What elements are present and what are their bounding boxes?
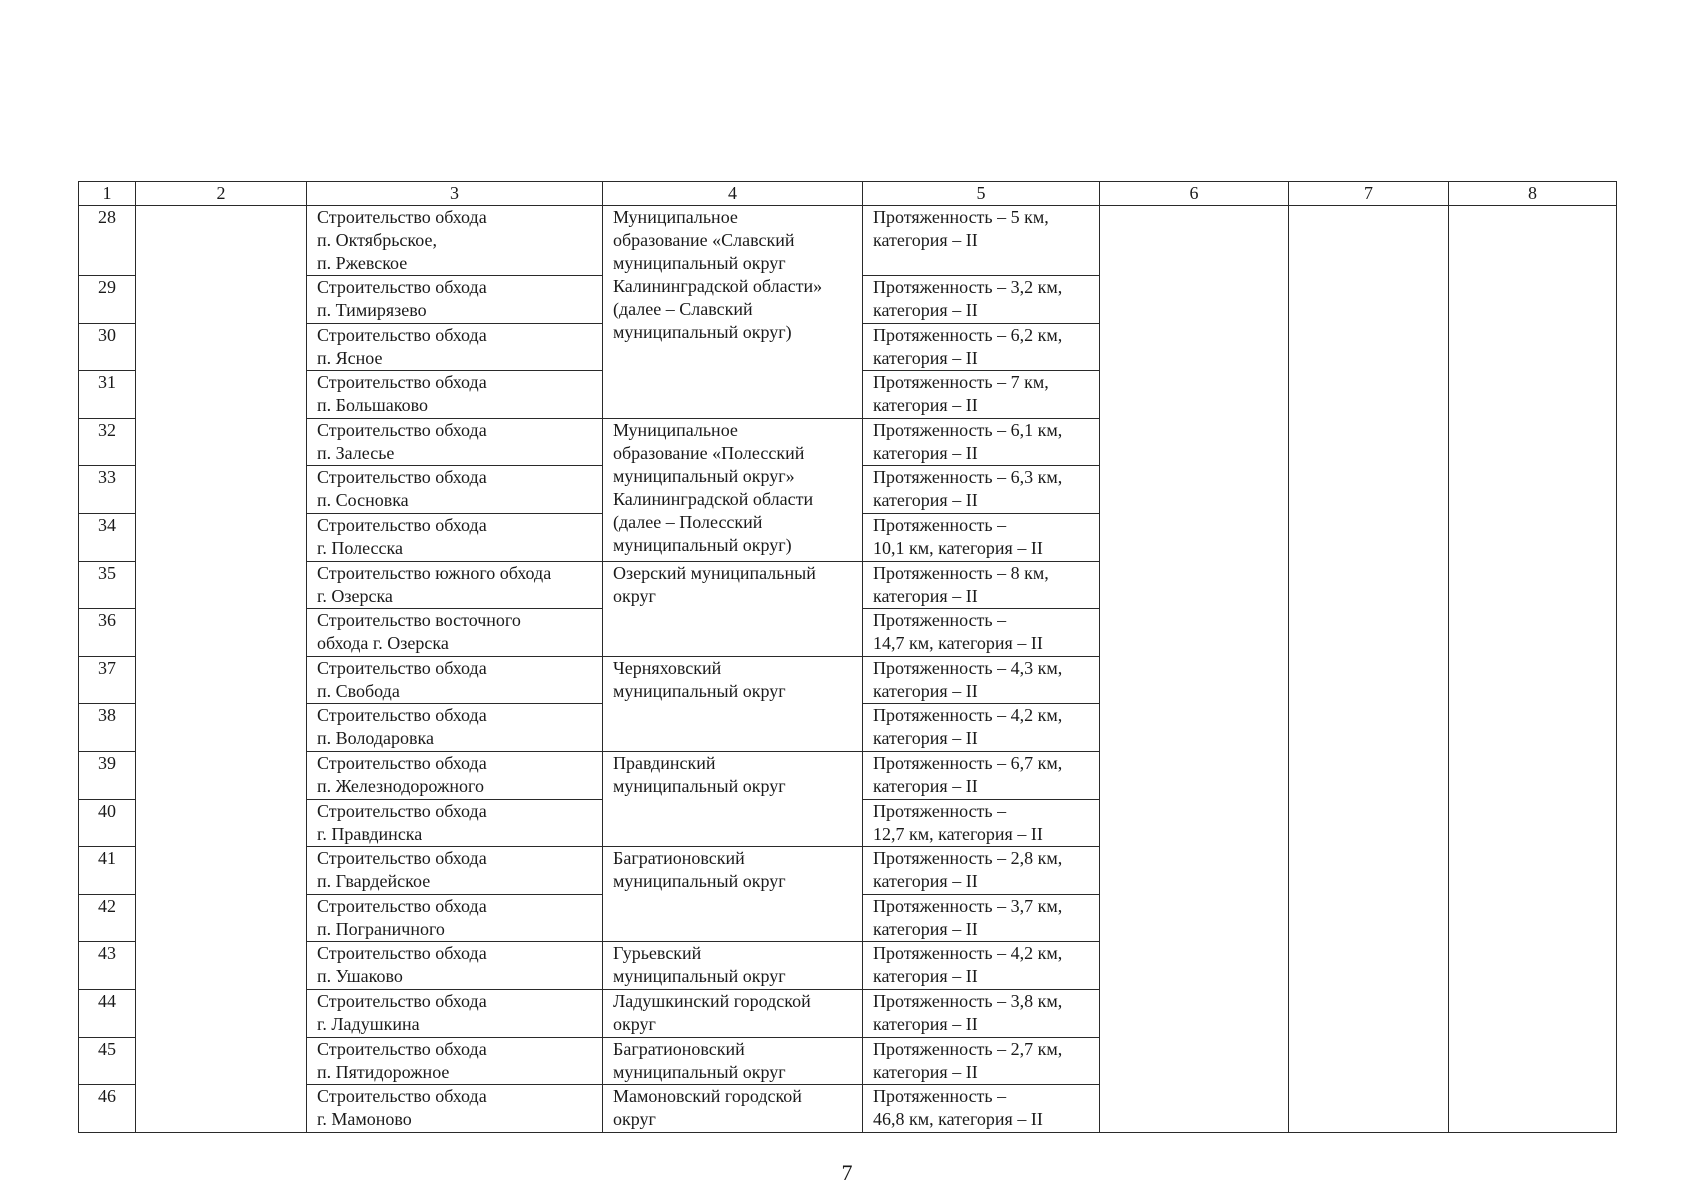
district-cell bbox=[603, 847, 863, 942]
cell-line: г. Мамоново bbox=[317, 1109, 412, 1130]
column-6-cell bbox=[1100, 206, 1289, 1133]
project-name-cell bbox=[307, 704, 603, 752]
col-header-7: 7 bbox=[1289, 182, 1449, 206]
project-name-cell bbox=[307, 1085, 603, 1133]
project-name-cell bbox=[307, 513, 603, 561]
cell-line: муниципальный округ bbox=[613, 680, 786, 701]
cell-line: Строительство обхода bbox=[317, 277, 487, 297]
cell-line: п. Тимирязево bbox=[317, 300, 427, 320]
cell-line: категория – II bbox=[873, 1013, 978, 1034]
cell-line: Озерский муниципальный bbox=[613, 562, 816, 583]
page-number: 7 bbox=[841, 1160, 853, 1185]
cell-line: п. Ушаково bbox=[317, 966, 403, 987]
cell-line: Строительство обхода bbox=[317, 800, 487, 821]
cell-line: категория – II bbox=[873, 918, 978, 939]
cell-line: муниципальный округ» bbox=[613, 465, 795, 486]
cell-line: 14,7 км, категория – II bbox=[873, 633, 1043, 654]
cell-line: Мамоновский городской bbox=[613, 1086, 802, 1107]
parameters-cell bbox=[863, 561, 1100, 609]
cell-line: округ bbox=[613, 585, 656, 606]
cell-line: Протяженность – 6,7 км, bbox=[873, 752, 1063, 773]
row-number-cell: 38 bbox=[79, 704, 136, 752]
project-name-cell bbox=[307, 847, 603, 895]
cell-line: Строительство обхода bbox=[317, 943, 487, 964]
project-name-cell bbox=[307, 371, 603, 419]
row-number-cell: 28 bbox=[79, 206, 136, 276]
project-name-cell bbox=[307, 942, 603, 990]
cell-line: Протяженность – bbox=[873, 610, 1007, 631]
cell-line: п. Ясное bbox=[317, 347, 383, 368]
project-name-cell bbox=[307, 561, 603, 609]
col-header-6: 6 bbox=[1100, 182, 1289, 206]
parameters-cell bbox=[863, 847, 1100, 895]
column-8-cell bbox=[1449, 206, 1617, 1133]
parameters-cell bbox=[863, 276, 1100, 324]
cell-line: Протяженность – 6,3 км, bbox=[873, 467, 1063, 488]
project-name-cell bbox=[307, 894, 603, 942]
cell-line: (далее – Полесский bbox=[613, 511, 763, 532]
cell-line: муниципальный округ) bbox=[613, 534, 792, 555]
district-cell bbox=[603, 656, 863, 751]
cell-line: Протяженность – 4,3 км, bbox=[873, 657, 1063, 678]
cell-line: Строительство южного обхода bbox=[317, 562, 552, 583]
cell-line: п. Залесье bbox=[317, 442, 395, 463]
cell-line: Протяженность – bbox=[873, 514, 1007, 535]
cell-line: Строительство обхода bbox=[317, 657, 487, 678]
cell-line: 10,1 км, категория – II bbox=[873, 537, 1043, 558]
cell-line: Протяженность – 4,2 км, bbox=[873, 705, 1063, 726]
cell-line: Строительство обхода bbox=[317, 848, 487, 869]
cell-line: п. Октябрьское, bbox=[317, 230, 437, 250]
district-cell bbox=[603, 206, 863, 419]
col-header-2: 2 bbox=[136, 182, 307, 206]
cell-line: категория – II bbox=[873, 442, 978, 463]
district-cell bbox=[603, 1037, 863, 1085]
column-2-cell bbox=[136, 206, 307, 1133]
column-7-cell bbox=[1289, 206, 1449, 1133]
cell-line: Строительство обхода bbox=[317, 324, 487, 345]
row-number-cell: 42 bbox=[79, 894, 136, 942]
cell-line: Протяженность – 3,2 км, bbox=[873, 277, 1063, 297]
cell-line: п. Сосновка bbox=[317, 490, 409, 511]
cell-line: Калининградской области bbox=[613, 488, 814, 509]
cell-line: категория – II bbox=[873, 1061, 978, 1082]
cell-line: категория – II bbox=[873, 728, 978, 749]
cell-line: п. Большаково bbox=[317, 395, 428, 416]
parameters-cell bbox=[863, 323, 1100, 371]
project-name-cell bbox=[307, 989, 603, 1037]
project-name-cell bbox=[307, 656, 603, 704]
district-cell bbox=[603, 989, 863, 1037]
cell-line: категория – II bbox=[873, 871, 978, 892]
cell-line: Гурьевский bbox=[613, 943, 702, 964]
parameters-cell bbox=[863, 894, 1100, 942]
cell-line: Строительство восточного bbox=[317, 610, 521, 631]
district-cell bbox=[603, 942, 863, 990]
row-number-cell: 33 bbox=[79, 466, 136, 514]
cell-line: категория – II bbox=[873, 585, 978, 606]
parameters-cell bbox=[863, 799, 1100, 847]
project-name-cell bbox=[307, 466, 603, 514]
district-cell bbox=[603, 418, 863, 561]
cell-line: категория – II bbox=[873, 775, 978, 796]
parameters-cell bbox=[863, 513, 1100, 561]
project-name-cell bbox=[307, 1037, 603, 1085]
col-header-1: 1 bbox=[79, 182, 136, 206]
cell-line: Правдинский bbox=[613, 752, 716, 773]
cell-line: Строительство обхода bbox=[317, 419, 487, 440]
col-header-3: 3 bbox=[307, 182, 603, 206]
parameters-cell bbox=[863, 942, 1100, 990]
row-number-cell: 35 bbox=[79, 561, 136, 609]
cell-line: округ bbox=[613, 1109, 656, 1130]
col-header-4: 4 bbox=[603, 182, 863, 206]
cell-line: п. Свобода bbox=[317, 680, 400, 701]
project-name-cell bbox=[307, 323, 603, 371]
cell-line: г. Правдинска bbox=[317, 823, 423, 844]
row-number-cell: 30 bbox=[79, 323, 136, 371]
parameters-cell bbox=[863, 656, 1100, 704]
parameters-cell bbox=[863, 371, 1100, 419]
cell-line: Протяженность – 6,1 км, bbox=[873, 419, 1063, 440]
cell-line: Черняховский bbox=[613, 657, 722, 678]
cell-line: Муниципальное bbox=[613, 419, 738, 440]
cell-line: г. Полесска bbox=[317, 537, 403, 558]
cell-line: Ладушкинский городской bbox=[613, 990, 811, 1011]
header-row bbox=[79, 182, 1617, 206]
district-cell bbox=[603, 1085, 863, 1133]
row-number-cell: 32 bbox=[79, 418, 136, 466]
cell-line: Протяженность – 7 км, bbox=[873, 372, 1049, 393]
cell-line: п. Пограничного bbox=[317, 918, 445, 939]
cell-line: Протяженность – 8 км, bbox=[873, 562, 1049, 583]
parameters-cell bbox=[863, 989, 1100, 1037]
cell-line: Протяженность – 3,7 км, bbox=[873, 895, 1063, 916]
cell-line: категория – II bbox=[873, 966, 978, 987]
row-number-cell: 37 bbox=[79, 656, 136, 704]
district-cell bbox=[603, 561, 863, 656]
cell-line: образование «Славский bbox=[613, 230, 795, 250]
cell-line: муниципальный округ) bbox=[613, 322, 792, 342]
row-number-cell: 46 bbox=[79, 1085, 136, 1133]
cell-line: Багратионовский bbox=[613, 1038, 745, 1059]
row-number-cell: 43 bbox=[79, 942, 136, 990]
cell-line: Строительство обхода bbox=[317, 1038, 487, 1059]
row-number-cell: 41 bbox=[79, 847, 136, 895]
parameters-cell bbox=[863, 609, 1100, 657]
cell-line: г. Озерска bbox=[317, 585, 393, 606]
parameters-cell bbox=[863, 1085, 1100, 1133]
cell-line: Протяженность – bbox=[873, 800, 1007, 821]
district-cell bbox=[603, 751, 863, 846]
row-number-cell: 40 bbox=[79, 799, 136, 847]
cell-line: Протяженность – 5 км, bbox=[873, 207, 1049, 227]
cell-line: Строительство обхода bbox=[317, 705, 487, 726]
project-name-cell bbox=[307, 799, 603, 847]
cell-line: муниципальный округ bbox=[613, 775, 786, 796]
cell-line: категория – II bbox=[873, 347, 978, 368]
cell-line: муниципальный округ bbox=[613, 871, 786, 892]
cell-line: округ bbox=[613, 1013, 656, 1034]
project-name-cell bbox=[307, 276, 603, 324]
row-number-cell: 31 bbox=[79, 371, 136, 419]
cell-line: Строительство обхода bbox=[317, 895, 487, 916]
cell-line: муниципальный округ bbox=[613, 253, 786, 273]
cell-line: муниципальный округ bbox=[613, 966, 786, 987]
parameters-cell bbox=[863, 466, 1100, 514]
row-number-cell: 34 bbox=[79, 513, 136, 561]
cell-line: п. Железнодорожного bbox=[317, 775, 484, 796]
cell-line: п. Гвардейское bbox=[317, 871, 431, 892]
cell-line: Строительство обхода bbox=[317, 372, 487, 393]
row-number-cell: 45 bbox=[79, 1037, 136, 1085]
cell-line: Муниципальное bbox=[613, 207, 738, 227]
parameters-cell bbox=[863, 1037, 1100, 1085]
cell-line: категория – II bbox=[873, 395, 978, 416]
cell-line: п. Пятидорожное bbox=[317, 1061, 450, 1082]
cell-line: категория – II bbox=[873, 680, 978, 701]
row-number-cell: 29 bbox=[79, 276, 136, 324]
row-number-cell: 39 bbox=[79, 751, 136, 799]
cell-line: Протяженность – 2,7 км, bbox=[873, 1038, 1063, 1059]
parameters-cell bbox=[863, 206, 1100, 276]
cell-line: Протяженность – 3,8 км, bbox=[873, 990, 1063, 1011]
cell-line: категория – II bbox=[873, 230, 978, 250]
parameters-cell bbox=[863, 418, 1100, 466]
cell-line: категория – II bbox=[873, 490, 978, 511]
parameters-cell bbox=[863, 751, 1100, 799]
cell-line: Багратионовский bbox=[613, 848, 745, 869]
table-row bbox=[79, 206, 1617, 276]
col-header-8: 8 bbox=[1449, 182, 1617, 206]
cell-line: г. Ладушкина bbox=[317, 1013, 420, 1034]
cell-line: обхода г. Озерска bbox=[317, 633, 449, 654]
data-table bbox=[78, 181, 1617, 1133]
cell-line: 46,8 км, категория – II bbox=[873, 1109, 1043, 1130]
cell-line: (далее – Славский bbox=[613, 299, 753, 319]
cell-line: Протяженность – 6,2 км, bbox=[873, 324, 1063, 345]
cell-line: 12,7 км, категория – II bbox=[873, 823, 1043, 844]
cell-line: Строительство обхода bbox=[317, 207, 487, 227]
col-header-5: 5 bbox=[863, 182, 1100, 206]
row-number-cell: 36 bbox=[79, 609, 136, 657]
project-name-cell bbox=[307, 206, 603, 276]
cell-line: муниципальный округ bbox=[613, 1061, 786, 1082]
project-name-cell bbox=[307, 609, 603, 657]
cell-line: Строительство обхода bbox=[317, 467, 487, 488]
project-name-cell bbox=[307, 751, 603, 799]
parameters-cell bbox=[863, 704, 1100, 752]
project-name-cell bbox=[307, 418, 603, 466]
row-number-cell: 44 bbox=[79, 989, 136, 1037]
cell-line: Протяженность – 4,2 км, bbox=[873, 943, 1063, 964]
cell-line: Протяженность – 2,8 км, bbox=[873, 848, 1063, 869]
cell-line: Протяженность – bbox=[873, 1086, 1007, 1107]
cell-line: Строительство обхода bbox=[317, 752, 487, 773]
cell-line: Строительство обхода bbox=[317, 990, 487, 1011]
table-body bbox=[79, 206, 1617, 1133]
cell-line: образование «Полесский bbox=[613, 442, 805, 463]
cell-line: Строительство обхода bbox=[317, 514, 487, 535]
cell-line: категория – II bbox=[873, 300, 978, 320]
cell-line: п. Володаровка bbox=[317, 728, 434, 749]
cell-line: Калининградской области» bbox=[613, 276, 823, 296]
cell-line: п. Ржевское bbox=[317, 253, 408, 273]
cell-line: Строительство обхода bbox=[317, 1086, 487, 1107]
